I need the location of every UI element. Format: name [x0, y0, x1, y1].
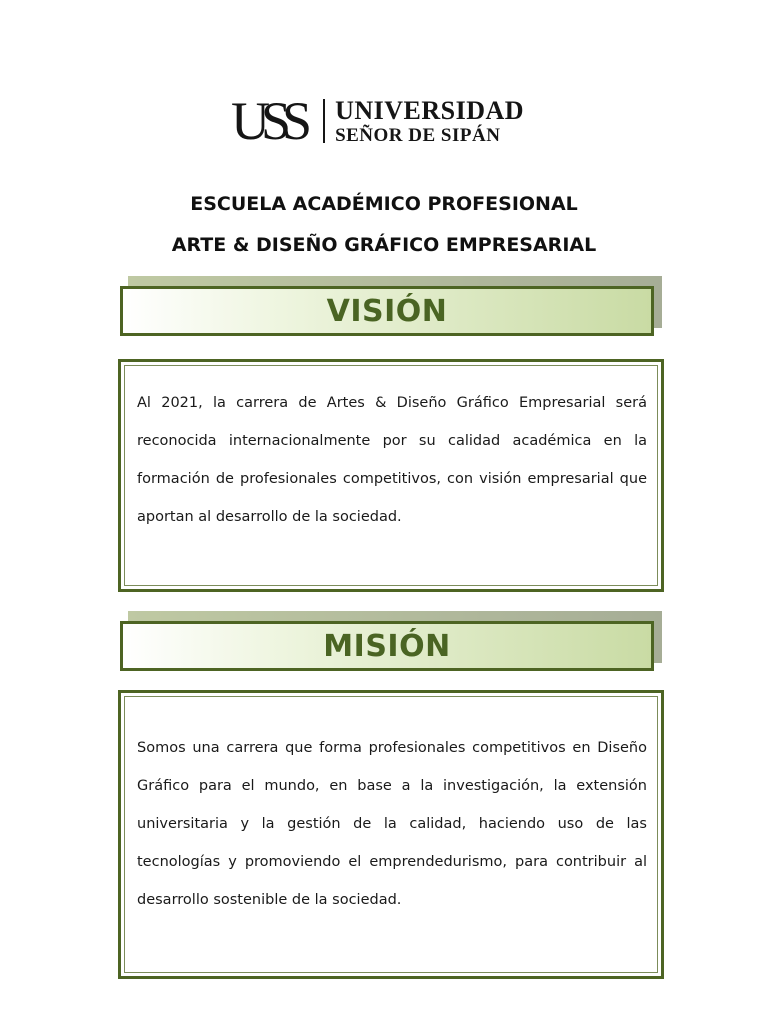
vision-banner: [120, 286, 654, 336]
vision-content-box: [118, 359, 664, 592]
mision-content-box: [118, 690, 664, 979]
mision-text: Somos una carrera que forma profesionales competitivos en Diseño Gráfico para el mundo, en base a la investigación, la extensión universitaria y la gestión de la calidad, haciendo uso de las tecnologías y promoviendo el emprendedurismo, para contribuir al desarrollo sostenible de la sociedad.: [137, 740, 647, 908]
mision-banner-box: [120, 621, 654, 671]
uss-logo-mark: USS: [231, 91, 304, 151]
vision-inner-frame: [124, 365, 658, 586]
school-title: ESCUELA ACADÉMICO PROFESIONAL: [190, 193, 578, 215]
vision-banner-box: [120, 286, 654, 336]
logo-line-1: UNIVERSIDAD: [335, 95, 525, 125]
university-logo: [231, 91, 525, 151]
vision-text: Al 2021, la carrera de Artes & Diseño Gráfico Empresarial será reconocida internacionalmente por su calidad académica en la formación de profesionales competitivos, con visión empresarial que aportan al desarrollo de la sociedad.: [137, 395, 647, 525]
vision-heading: VISIÓN: [326, 293, 448, 329]
mision-inner-frame: [124, 696, 658, 973]
program-title: ARTE & DISEÑO GRÁFICO EMPRESARIAL: [171, 234, 597, 256]
logo-divider: [323, 99, 325, 143]
mision-banner: [120, 621, 654, 671]
logo-line-2: SEÑOR DE SIPÁN: [335, 124, 501, 146]
logo-wordmark: [335, 95, 525, 146]
mision-heading: MISIÓN: [323, 628, 451, 664]
